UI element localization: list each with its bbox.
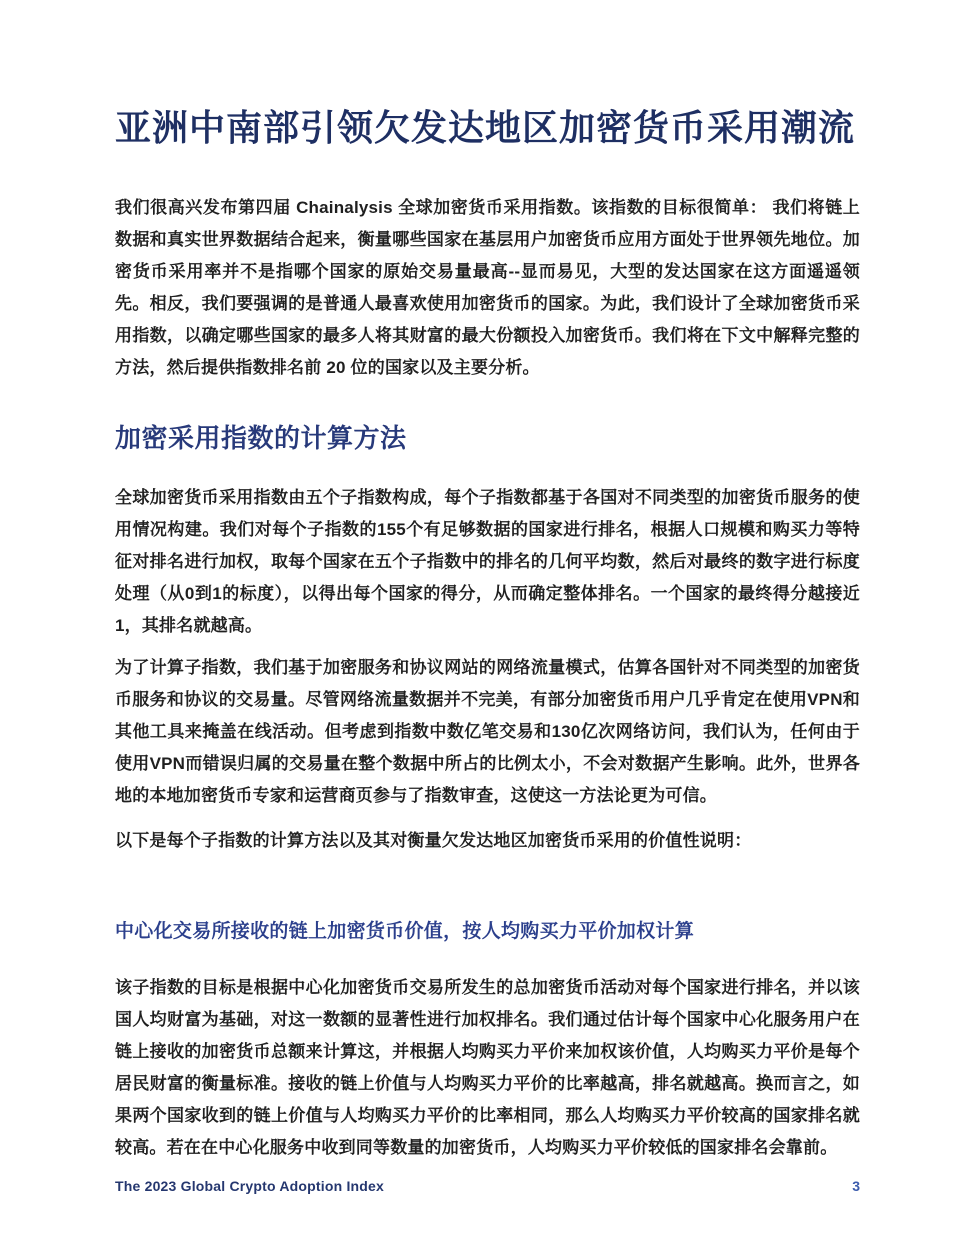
footer-report-title: The 2023 Global Crypto Adoption Index bbox=[115, 1178, 385, 1194]
page-content bbox=[0, 104, 972, 1164]
methodology-paragraph-2: 为了计算子指数，我们基于加密服务和协议网站的网络流量模式，估算各国针对不同类型的加密货币服务和协议的交易量。尽管网络流量数据并不完美，有部分加密货币用户几乎肯定在使用VPN和其他工具来掩盖在线活动。但考虑到指数中数亿笔交易和130亿次网络访问，我们认为，任何由于使用VPN而错误归属的交易量在整个数据中所占的比例太小，不会对数据产生影响。此外，世界各地的本地加密货币专家和运营商页参与了指数审查，这使这一方法论更为可信。 bbox=[115, 658, 860, 805]
methodology-paragraph-3: 以下是每个子指数的计算方法以及其对衡量欠发达地区加密货币采用的价值性说明： bbox=[115, 831, 752, 850]
methodology-paragraph-1: 全球加密货币采用指数由五个子指数构成，每个子指数都基于各国对不同类型的加密货币服务的使用情况构建。我们对每个子指数的155个有足够数据的国家进行排名，根据人口规模和购买力等特征对排名进行加权，取每个国家在五个子指数中的排名的几何平均数，然后对最终的数字进行标度处理（从0到1的标度），以得出每个国家的得分，从而确定整体排名。一个国家的最终得分越接近1，其排名就越高。 bbox=[115, 488, 860, 635]
subsection-heading-cex-value: 中心化交易所接收的链上加密货币价值，按人均购买力平价加权计算 bbox=[115, 921, 695, 942]
cex-subindex-paragraph: 该子指数的目标是根据中心化加密货币交易所发生的总加密货币活动对每个国家进行排名，并以该国人均财富为基础，对这一数额的显著性进行加权排名。我们通过估计每个国家中心化服务用户在链上接收的加密货币总额来计算这，并根据人均购买力平价来加权该价值，人均购买力平价是每个居民财富的衡量标准。接收的链上价值与人均购买力平价的比率越高，排名就越高。换而言之，如果两个国家收到的链上价值与人均购买力平价的比率相同，那么人均购买力平价较高的国家排名就较高。若在在中心化服务中收到同等数量的加密货币，人均购买力平价较低的国家排名会靠前。 bbox=[115, 978, 860, 1157]
intro-paragraph: 我们很高兴发布第四届 Chainalysis 全球加密货币采用指数。该指数的目标很简单： 我们将链上数据和真实世界数据结合起来，衡量哪些国家在基层用户加密货币应用方面处于世界领先地位。加密货币采用率并不是指哪个国家的原始交易量最高--显而易见，大型的发达国家在这方面遥遥领先。相反，我们要强调的是普通人最喜欢使用加密货币的国家。为此，我们设计了全球加密货币采用指数，以确定哪些国家的最多人将其财富的最大份额投入加密货币。我们将在下文中解释完整的方法，然后提供指数排名前 20 位的国家以及主要分析。 bbox=[115, 198, 860, 377]
footer-page-number: 3 bbox=[852, 1178, 860, 1194]
section-heading-methodology: 加密采用指数的计算方法 bbox=[115, 423, 407, 453]
page-footer bbox=[115, 1178, 860, 1194]
page-title: 亚洲中南部引领欠发达地区加密货币采用潮流 bbox=[115, 107, 856, 148]
